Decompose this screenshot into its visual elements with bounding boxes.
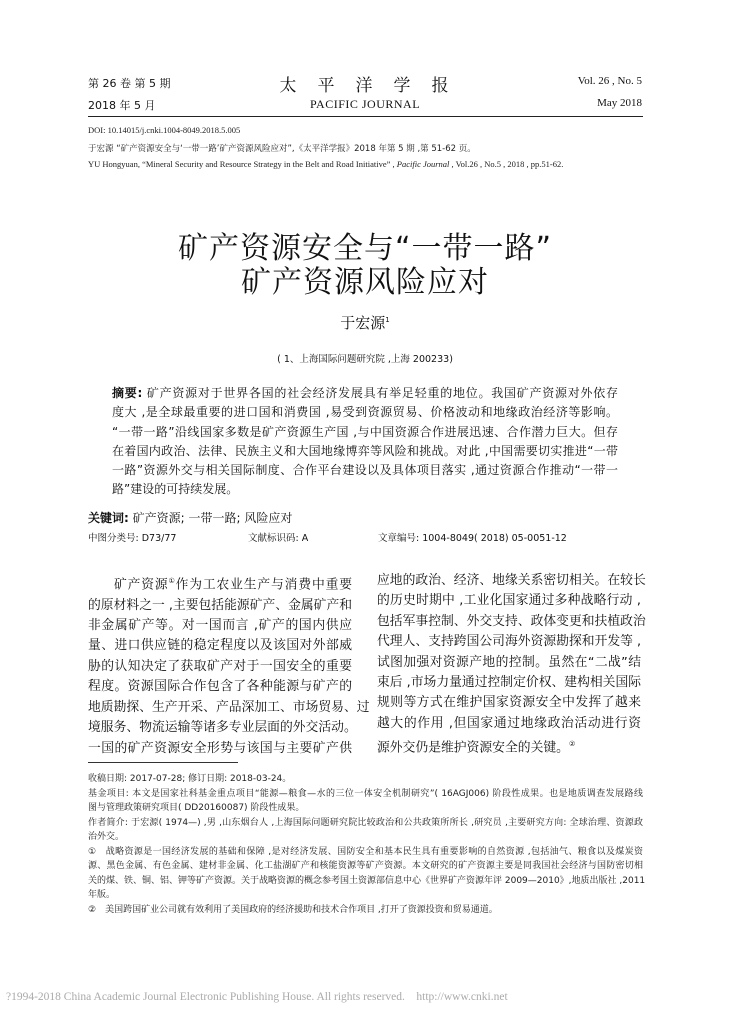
keywords [88, 509, 292, 526]
author-affiliation-mark: 1 [385, 316, 390, 324]
clc-value: D73/77 [138, 533, 177, 544]
doi: DOI: 10.14015/j.cnki.1004-8049.2018.5.005 [88, 125, 241, 135]
article-title-line2: 矿产资源风险应对 [241, 265, 489, 300]
footnote-ref-1[interactable]: ① [168, 577, 176, 585]
abstract-label: 摘要: [112, 386, 143, 400]
cnki-link[interactable]: http://www.cnki.net [416, 991, 508, 1003]
affiliation: ( 1、上海国际问题研究院 ,上海 200233) [277, 354, 453, 365]
body-line: 规则等方式在维护国家资源安全中发挥了越来 [377, 695, 641, 711]
footnote-ref-2[interactable]: ② [568, 740, 576, 749]
body-line: 代理人、支持跨国公司海外资源勘探和开发等 , [377, 634, 642, 650]
volume-issue-en: Vol. 26 , No. 5 [577, 75, 642, 87]
body-line: 地质勘探、生产开采、产品深加工、市场贸易、过 [88, 699, 370, 715]
citation-en [88, 159, 563, 169]
doc-code: 文献标识码: A [248, 533, 309, 544]
footnote-separator [88, 762, 238, 763]
body-line: 量、进口供应链的稳定程度以及该国对外部威 [88, 638, 352, 654]
citation-en-prefix: YU Hongyuan, “Mineral Security and Resource Strategy in the Belt and Road Initiative” , [88, 159, 397, 169]
abstract-line: 路”建设的可持续发展。 [112, 482, 239, 497]
body-left-column [88, 571, 370, 759]
body-line: 包括军事控制、外交支持、政体变更和扶植政治 [377, 613, 646, 629]
author-name: 于宏源 [340, 314, 386, 332]
body-line: 的原材料之一 ,主要包括能源矿产、金属矿产和 [88, 597, 353, 613]
date-en: May 2018 [597, 97, 642, 109]
footnote-line: 作者简介: 于宏源( 1974—) ,男 ,山东烟台人 ,上海国际问题研究院比较政治和公共政策所所长 ,研究员 ,主要研究方向: 全球治理、资源政 [88, 817, 643, 828]
body-line: 试图加强对资源产地的控制。虽然在“二战”结 [377, 654, 641, 670]
citation-cn: 于宏源 “矿产资源安全与‘一带一路’矿产资源风险应对”,《太平洋学报》2018 年第 5 期 ,第 51-62 页。 [88, 144, 476, 154]
journal-title-cn: 太 平 洋 学 报 [279, 76, 451, 96]
footnote-line: 收稿日期: 2017-07-28; 修订日期: 2018-03-24。 [88, 774, 292, 784]
body-line: 非金属矿产等。对一国而言 ,矿产的国内供应 [88, 618, 352, 634]
body-line: 一国的矿产资源安全形势与该国与主要矿产供 [88, 740, 352, 756]
body-line: 束后 ,市场力量通过控制定价权、建构相关国际 [377, 675, 642, 691]
classification-row [88, 530, 567, 544]
abstract-line: 摘要: 矿产资源对于世界各国的社会经济发展具有举足轻重的地位。我国矿产资源对外依存 [112, 386, 618, 400]
footnote-line: 关的煤、铁、铜、铝、钾等矿产资源。关于战略资源的概念参考国土资源部信息中心《世界矿产资源年评 2009—2010》,地质出版社 ,2011 [88, 875, 646, 886]
abstract-line: 度大 ,是全球最重要的进口国和消费国 ,易受到资源贸易、价格波动和地缘政治经济等影响。 [112, 405, 618, 420]
footnote-line: 源、黑色金属、有色金属、建材非金属、化工盐湖矿产和核能资源等矿产资源。本文研究的矿产资源主要是同我国社会经济与国防密切相 [88, 861, 643, 871]
citation-en-journal: Pacific Journal [396, 159, 450, 169]
abstract [112, 384, 618, 500]
abstract-line: 在着国内政治、法律、民族主义和大国地缘博弈等风险和挑战。对此 ,中国需要切实推进“一带 [112, 443, 618, 458]
body-line: 矿产资源①作为工农业生产与消费中重要 [114, 577, 353, 593]
journal-title-en: PACIFIC JOURNAL [309, 97, 421, 111]
body-line: 源外交仍是维护资源安全的关键。② [377, 740, 576, 756]
footnote-line: 年版。 [88, 890, 116, 900]
footnote-line: 图与管理政策研究项目( DD20160087) 阶段性成果。 [88, 803, 305, 813]
body-line: 程度。资源国际合作包含了各种能源与矿产的 [88, 679, 352, 695]
citation-en-suffix: , Vol.26 , No.5 , 2018 , pp.51-62. [449, 159, 564, 169]
footnote-line: 基金项目: 本文是国家社科基金重点项目“能源—粮食—水的三位一体安全机制研究”( 16AGJ006) 阶段性成果。也是地质调查发展路线 [88, 788, 643, 799]
header-rule [88, 116, 643, 117]
abstract-line: “一带一路”沿线国家多数是矿产资源生产国 ,与中国资源合作进展迅速、合作潜力巨大。但存 [112, 424, 618, 439]
keywords-label: 关键词: [88, 511, 129, 525]
author [0, 312, 730, 333]
article-number: 文章编号: 1004-8049( 2018) 05-0051-12 [378, 533, 567, 544]
volume-issue-cn: 第 26 卷 第 5 期 [88, 77, 171, 90]
copyright-text: ?1994-2018 China Academic Journal Electronic Publishing House. All rights reserved. [6, 991, 405, 1003]
body-line: 境服务、物流运输等诸多专业层面的外交活动。 [88, 720, 357, 736]
article-title-line1: 矿产资源安全与“一带一路” [177, 231, 553, 266]
footnote-line: ② 美国跨国矿业公司就有效利用了美国政府的经济援助和技术合作项目 ,打开了资源投资和贸易通道。 [88, 904, 498, 915]
body-line: 的历史时期中 ,工业化国家通过多种战略行动 , [377, 593, 641, 609]
date-cn: 2018 年 5 月 [88, 99, 156, 112]
body-line: 越大的作用 ,但国家通过地缘政治活动进行资 [377, 715, 641, 731]
body-line: 胁的认知决定了获取矿产对于一国安全的重要 [88, 658, 352, 674]
copyright-footer [6, 991, 730, 1003]
clc-label: 中图分类号: [88, 533, 139, 544]
body-line: 应地的政治、经济、地缘关系密切相关。在较长 [377, 573, 646, 588]
footnote-line: 治外交。 [88, 832, 125, 842]
abstract-line: 一路”资源外交与相关国际制度、合作平台建设以及具体项目落实 ,通过资源合作推动“一带一 [112, 463, 618, 478]
footnote-line: ① 战略资源是一国经济发展的基础和保障 ,是对经济发展、国防安全和基本民生具有重要影响的自然资源 ,包括油气、粮食以及煤炭资 [88, 846, 643, 857]
body-right-column [377, 571, 646, 759]
keywords-value: 矿产资源; 一带一路; 风险应对 [128, 511, 293, 525]
footnotes [88, 772, 646, 917]
